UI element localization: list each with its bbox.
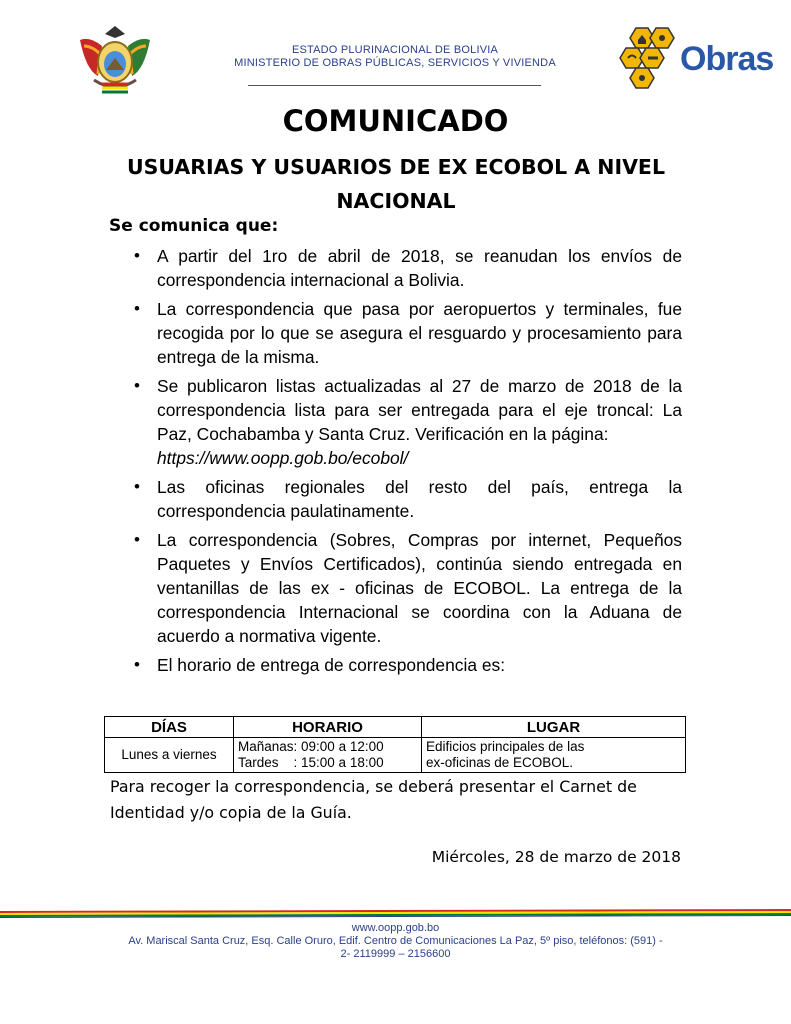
- table-row: [105, 738, 686, 773]
- list-item-text: Se publicaron listas actualizadas al 27 de marzo de 2018 de la correspondencia lista para ser entregada para el eje troncal: La Paz, Cochabamba y Santa Cruz. Verificación en la página:: [157, 376, 682, 444]
- list-item: [132, 475, 682, 523]
- footer-address-line-1: Av. Mariscal Santa Cruz, Esq. Calle Oruro, Edif. Centro de Comunicaciones La Paz, 5º piso, teléfonos: (591) -: [128, 935, 663, 947]
- ministry-line-2: MINISTERIO DE OBRAS PÚBLICAS, SERVICIOS Y VIVIENDA: [234, 57, 556, 69]
- obras-logo-text: Obras: [680, 40, 774, 78]
- list-item: [132, 653, 682, 677]
- header-divider: [248, 85, 541, 86]
- column-header-days: DÍAS: [105, 717, 234, 738]
- requirements-note: Para recoger la correspondencia, se deberá presentar el Carnet de Identidad y/o copia de la Guía.: [110, 777, 637, 822]
- column-header-schedule: HORARIO: [234, 717, 422, 738]
- cell-place: [422, 738, 686, 773]
- cell-days: Lunes a viernes: [105, 738, 234, 773]
- page-title: COMUNICADO: [282, 104, 509, 138]
- coat-of-arms-logo: [74, 22, 156, 94]
- footer-address-line-2: 2- 2119999 – 2156600: [340, 948, 451, 960]
- page-subtitle: [110, 150, 682, 218]
- footer-flag-stripes: [0, 909, 791, 919]
- list-item-text: A partir del 1ro de abril de 2018, se reanudan los envíos de correspondencia internacional a Bolivia.: [157, 246, 682, 290]
- list-item: [132, 297, 682, 369]
- schedule-table: [104, 716, 686, 773]
- announcement-list: [132, 244, 682, 682]
- list-item: [132, 374, 682, 470]
- cell-schedule: [234, 738, 422, 773]
- ministry-line-1: ESTADO PLURINACIONAL DE BOLIVIA: [291, 44, 499, 56]
- footer-website[interactable]: www.oopp.gob.bo: [351, 922, 440, 934]
- schedule-afternoon: Tardes : 15:00 a 18:00: [238, 755, 384, 770]
- list-item-text: La correspondencia (Sobres, Compras por internet, Pequeños Paquetes y Envíos Certificados), continúa siendo entregada en ventanillas de las ex - oficinas de ECOBOL. La entrega de la correspondencia Internacional se coordina con la Aduana de acuerdo a normativa vigente.: [157, 530, 682, 646]
- subtitle-line-2: NACIONAL: [336, 189, 456, 213]
- ministry-header: [200, 44, 590, 70]
- list-item-text: Las oficinas regionales del resto del país, entrega la correspondencia paulatinamente.: [157, 477, 682, 521]
- document-date: Miércoles, 28 de marzo de 2018: [431, 848, 681, 866]
- footer: [0, 922, 791, 961]
- intro-text: Se comunica que:: [109, 216, 279, 236]
- place-line-2: ex-oficinas de ECOBOL.: [426, 755, 574, 770]
- place-line-1: Edificios principales de las: [426, 739, 585, 754]
- list-item-text: La correspondencia que pasa por aeropuertos y terminales, fue recogida por lo que se asegura el resguardo y procesamiento para entrega de la misma.: [157, 299, 682, 367]
- list-item: [132, 528, 682, 648]
- list-item: [132, 244, 682, 292]
- table-header-row: [105, 717, 686, 738]
- schedule-morning: Mañanas: 09:00 a 12:00: [238, 739, 384, 754]
- list-item-text: El horario de entrega de correspondencia es:: [157, 655, 506, 675]
- subtitle-line-1: USUARIAS Y USUARIOS DE EX ECOBOL A NIVEL: [126, 155, 666, 179]
- verification-link[interactable]: https://www.oopp.gob.bo/ecobol/: [157, 448, 409, 468]
- column-header-place: LUGAR: [422, 717, 686, 738]
